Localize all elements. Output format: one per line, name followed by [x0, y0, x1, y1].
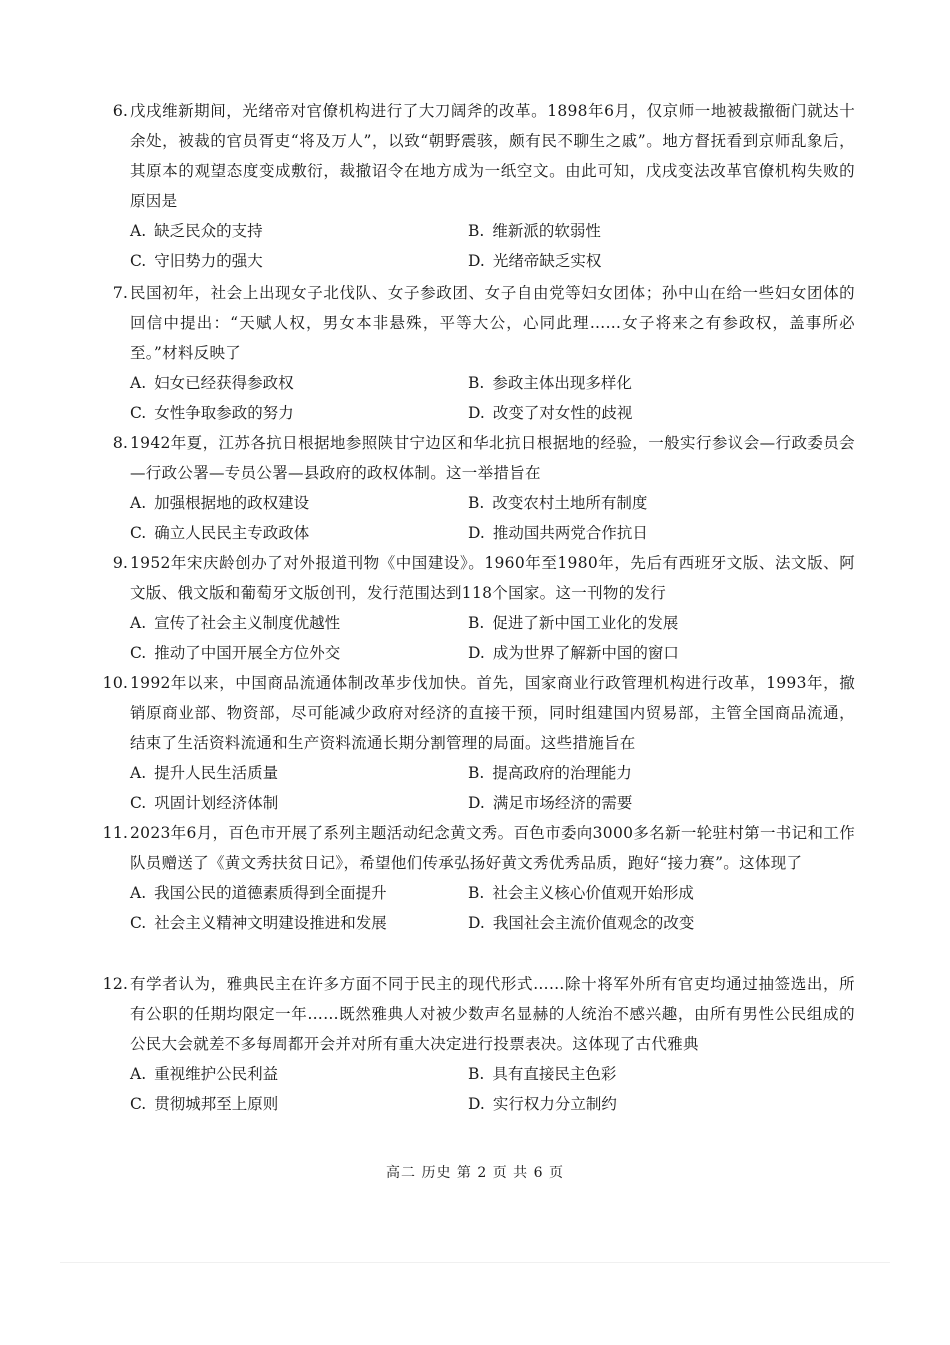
answer-options — [130, 878, 855, 938]
question-6 — [112, 96, 855, 276]
option-b: B. 提高政府的治理能力 — [468, 764, 632, 782]
option-a: A. 妇女已经获得参政权 — [130, 374, 294, 392]
option-b: B. 维新派的软弱性 — [468, 222, 601, 240]
question-7 — [112, 278, 855, 428]
option-d: D. 光绪帝缺乏实权 — [468, 252, 602, 270]
question-stem: 1992年以来，中国商品流通体制改革步伐加快。首先，国家商业行政管理机构进行改革，1993年，撤销原商业部、物资部，尽可能减少政府对经济的直接干预，同时组建国内贸易部，主管全国商品流通，结束了生活资料流通和生产资料流通长期分割管理的局面。这些措施旨在 — [130, 674, 855, 752]
page-footer: 高二 历史 第 2 页 共 6 页 — [386, 1165, 564, 1181]
option-c: C. 社会主义精神文明建设推进和发展 — [130, 914, 387, 932]
option-a: A. 加强根据地的政权建设 — [130, 494, 310, 512]
answer-options — [130, 758, 855, 818]
scan-edge-divider — [60, 1262, 890, 1263]
option-a: A. 宣传了社会主义制度优越性 — [130, 614, 341, 632]
question-stem: 2023年6月，百色市开展了系列主题活动纪念黄文秀。百色市委向3000多名新一轮驻村第一书记和工作队员赠送了《黄文秀扶贫日记》，希望他们传承弘扬好黄文秀优秀品质，跑好“接力赛”。这体现了 — [130, 824, 855, 872]
option-c: C. 推动了中国开展全方位外交 — [130, 644, 341, 662]
question-number: 7. — [112, 283, 128, 302]
question-number: 12. — [102, 974, 128, 993]
question-stem: 有学者认为，雅典民主在许多方面不同于民主的现代形式……除十将军外所有官吏均通过抽签选出，所有公职的任期均限定一年……既然雅典人对被少数声名显赫的人统治不感兴趣，由所有男性公民组成的公民大会就差不多每周都开会并对所有重大决定进行投票表决。这体现了古代雅典 — [130, 975, 855, 1053]
option-b: B. 促进了新中国工业化的发展 — [468, 614, 679, 632]
question-stem: 1952年宋庆龄创办了对外报道刊物《中国建设》。1960年至1980年，先后有西班牙文版、法文版、阿文版、俄文版和葡萄牙文版创刊，发行范围达到118个国家。这一刊物的发行 — [130, 554, 855, 602]
option-c: C. 女性争取参政的努力 — [130, 404, 294, 422]
question-stem: 民国初年，社会上出现女子北伐队、女子参政团、女子自由党等妇女团体；孙中山在给一些妇女团体的回信中提出：“天赋人权，男女本非悬殊，平等大公，心同此理……女子将来之有参政权，盖事所必至。”材料反映了 — [130, 284, 855, 362]
answer-options — [130, 608, 855, 668]
option-d: D. 满足市场经济的需要 — [468, 794, 633, 812]
option-b: B. 具有直接民主色彩 — [468, 1065, 617, 1083]
option-d: D. 我国社会主流价值观念的改变 — [468, 914, 695, 932]
answer-options — [130, 1059, 855, 1119]
option-c: C. 贯彻城邦至上原则 — [130, 1095, 279, 1113]
answer-options — [130, 488, 855, 548]
question-stem: 戊戌维新期间，光绪帝对官僚机构进行了大刀阔斧的改革。1898年6月，仅京师一地被裁撤衙门就达十余处，被裁的官员胥吏“将及万人”，以致“朝野震骇，颇有民不聊生之戚”。地方督抚看到京师乱象后，其原本的观望态度变成敷衍，裁撤诏令在地方成为一纸空文。由此可知，戊戌变法改革官僚机构失败的原因是 — [130, 102, 855, 210]
option-c: C. 确立人民民主专政政体 — [130, 524, 310, 542]
question-number: 10. — [102, 673, 128, 692]
question-number: 8. — [112, 433, 128, 452]
question-9 — [112, 548, 855, 668]
option-b: B. 改变农村土地所有制度 — [468, 494, 648, 512]
option-d: D. 改变了对女性的歧视 — [468, 404, 633, 422]
answer-options — [130, 368, 855, 428]
option-d: D. 推动国共两党合作抗日 — [468, 524, 648, 542]
option-a: A. 提升人民生活质量 — [130, 764, 279, 782]
question-12 — [102, 969, 855, 1119]
option-a: A. 我国公民的道德素质得到全面提升 — [130, 884, 387, 902]
option-b: B. 社会主义核心价值观开始形成 — [468, 884, 694, 902]
option-a: A. 重视维护公民利益 — [130, 1065, 279, 1083]
question-8 — [112, 428, 855, 548]
question-number: 11. — [102, 823, 128, 842]
option-a: A. 缺乏民众的支持 — [130, 222, 263, 240]
question-stem: 1942年夏，江苏各抗日根据地参照陕甘宁边区和华北抗日根据地的经验，一般实行参议会—行政委员会—行政公署—专员公署—县政府的政权体制。这一举措旨在 — [130, 434, 855, 482]
option-c: C. 巩固计划经济体制 — [130, 794, 279, 812]
answer-options — [130, 216, 855, 276]
option-d: D. 实行权力分立制约 — [468, 1095, 617, 1113]
question-11 — [102, 818, 855, 938]
option-c: C. 守旧势力的强大 — [130, 252, 263, 270]
option-b: B. 参政主体出现多样化 — [468, 374, 632, 392]
question-number: 6. — [112, 101, 128, 120]
question-10 — [102, 668, 855, 818]
option-d: D. 成为世界了解新中国的窗口 — [468, 644, 679, 662]
question-number: 9. — [112, 553, 128, 572]
